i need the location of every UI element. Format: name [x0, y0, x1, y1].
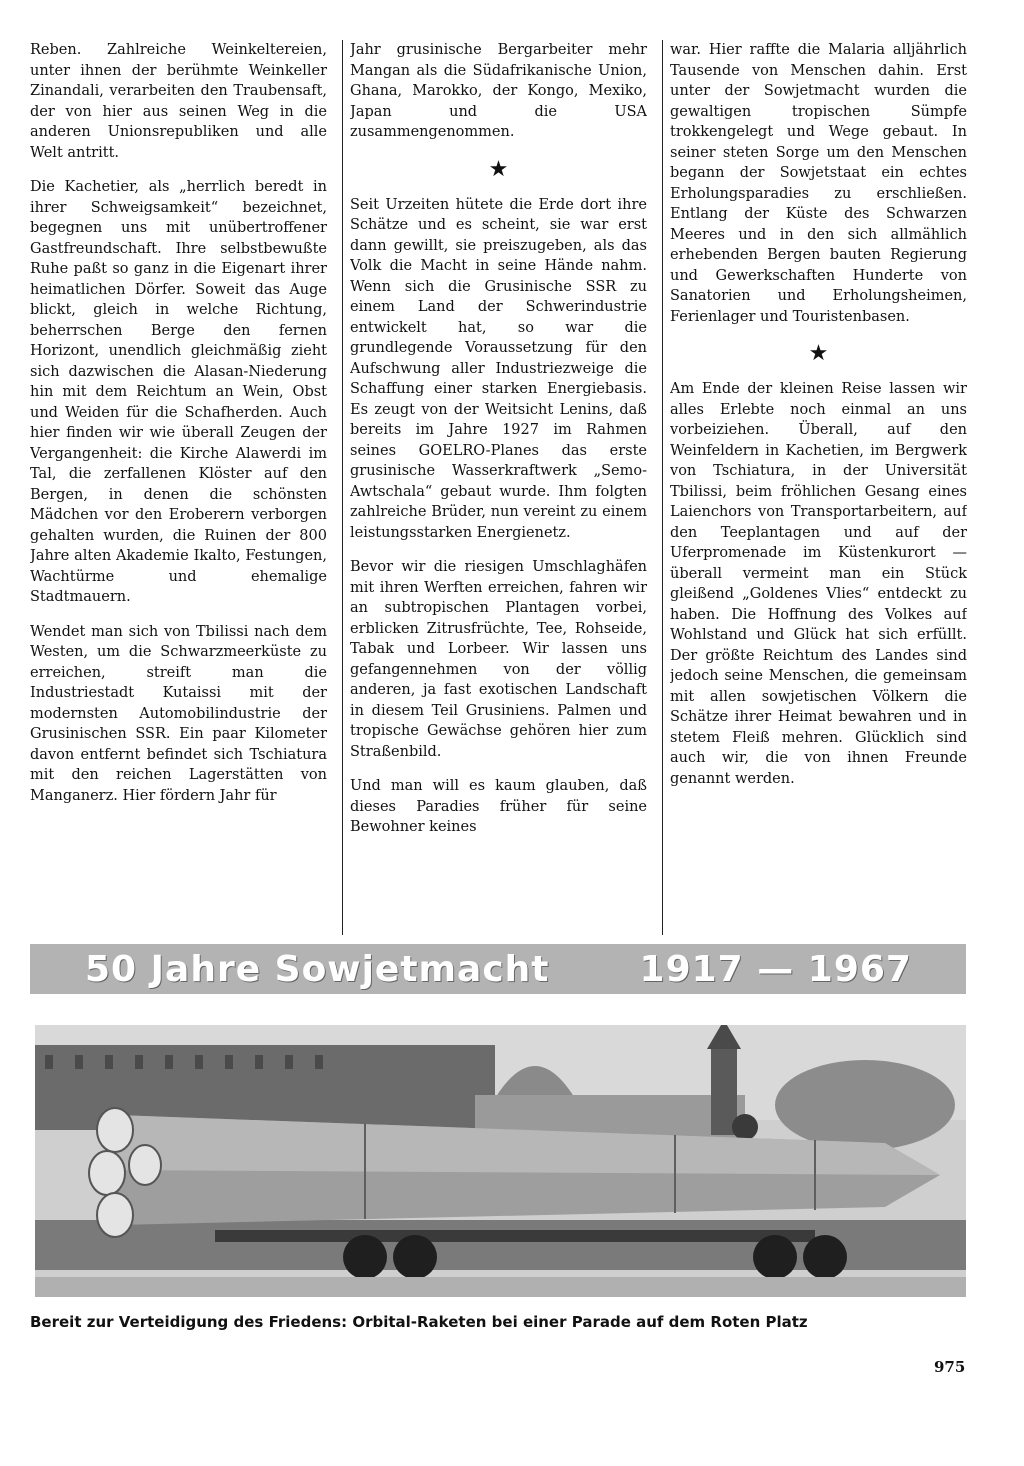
- paragraph: Jahr grusinische Bergarbeiter mehr Mangan als die Südafrikanische Union, Ghana, Marokko, der Kongo, Mexiko, Japan und die USA zusammengenommen.: [350, 42, 647, 140]
- paragraph: war. Hier raffte die Malaria alljährlich Tausende von Menschen dahin. Erst unter der Sowjetmacht wurden die gewaltigen tropischen Sümpfe trokkengelegt und Wege gebaut. In seiner steten Sorge um den Menschen begann der Sowjetstaat ein echtes Erholungsparadies zu erschließen. Entlang der Küste des Schwarzen Meeres und in den sich allmählich erhebenden Bergen bauten Regierung und Gewerkschaften Hunderte von Sanatorien und Erholungsheimen, Ferienlager und Touristenbasen.: [670, 42, 967, 325]
- article-column-2: [350, 40, 647, 935]
- parade-photo-illustration: [35, 1025, 966, 1297]
- paragraph: Die Kachetier, als „herrlich beredt in ihrer Schweigsamkeit“ bezeichnet, begegnen uns mit unübertroffener Gastfreundschaft. Ihre selbstbewußte Ruhe paßt so ganz in die Eigenart ihrer heimatlichen Dörfer. Soweit das Auge blickt, gleich in welche Richtung, beherrschen Berge den fernen Horizont, unendlich gleichmäßig zieht sich dazwischen die Alasan-Niederung hin mit dem Reichtum an Wein, Obst und Weiden für die Schafherden. Auch hier finden wir wie überall Zeugen der Vergangenheit: die Kirche Alawerdi im Tal, die zerfallenen Klöster auf den Bergen, in denen die schönsten Mädchen vor den Eroberern verborgen gehalten wurden, die Ruinen der 800 Jahre alten Akademie Ikalto, Festungen, Wachtürme und ehemalige Stadtmauern.: [30, 179, 327, 605]
- parade-photo: [35, 1025, 966, 1297]
- banner-years: 1917 — 1967: [639, 948, 912, 990]
- page-number: 975: [934, 1358, 966, 1376]
- star-separator-icon: ★: [488, 156, 509, 182]
- article-columns: [30, 40, 968, 935]
- paragraph: Seit Urzeiten hütete die Erde dort ihre Schätze und es scheint, sie war erst dann gewillt, sie preiszugeben, als das Volk die Macht in seine Hände nahm. Wenn sich die Grusinische SSR zu einem Land der Schwerindustrie entwickelt hat, so war die grundlegende Voraussetzung für den Aufschwung aller Industriezweige die Schaffung einer starken Energiebasis. Es zeugt von der Weitsicht Lenins, daß bereits im Jahre 1927 im Rahmen seines GOELRO-Planes das erste grusinische Wasserkraftwerk „Semo-Awtschala“ gebaut wurde. Ihm folgten zahlreiche Brüder, nun vereint zu einem leistungsstarken Energienetz.: [350, 196, 647, 541]
- anniversary-banner: [30, 944, 966, 994]
- photo-caption: Bereit zur Verteidigung des Friedens: Orbital-Raketen bei einer Parade auf dem Roten Platz: [30, 1313, 808, 1331]
- paragraph: Am Ende der kleinen Reise lassen wir alles Erlebte noch einmal an uns vorbeiziehen. Überall, auf den Weinfeldern in Kachetien, im Bergwerk von Tschiatura, in der Universität Tbilissi, beim fröhlichen Gesang eines Laienchors von Transportarbeitern, auf den Teeplantagen und auf der Uferpromenade im Küstenkurort — überall vermeint man ein Stück gleißend „Goldenes Vlies“ entdeckt zu haben. Die Hoffnung des Volkes auf Wohlstand und Glück hat sich erfüllt. Der größte Reichtum des Landes sind jedoch seine Menschen, die gemeinsam mit allen sowjetischen Völkern die Schätze ihrer Heimat bewahren und in stetem Fleiß mehren. Glücklich sind auch wir, die von ihnen Freunde genannt werden.: [670, 381, 967, 787]
- paragraph: Wendet man sich von Tbilissi nach dem Westen, um die Schwarzmeerküste zu erreichen, streift man die Industriestadt Kutaissi mit der modernsten Automobilindustrie der Grusinischen SSR. Ein paar Kilometer davon entfernt befindet sich Tschiatura mit den reichen Lagerstätten von Manganerz. Hier fördern Jahr für: [30, 623, 327, 804]
- star-separator-icon: ★: [808, 341, 829, 366]
- article-column-3: [670, 40, 967, 935]
- banner-title: 50 Jahre Sowjetmacht: [85, 948, 550, 990]
- paragraph: Reben. Zahlreiche Weinkeltereien, unter ihnen der berühmte Weinkeller Zinandali, verarbeiten den Traubensaft, der von hier aus seinen Weg in die anderen Unionsrepubliken und alle Welt antritt.: [30, 42, 327, 161]
- paragraph: Bevor wir die riesigen Umschlaghäfen mit ihren Werften erreichen, fahren wir an subtropischen Plantagen vorbei, erblicken Zitrusfrüchte, Tee, Rohseide, Tabak und Lorbeer. Wir lassen uns gefangennehmen von der völlig anderen, ja fast exotischen Landschaft in diesem Teil Grusiniens. Palmen und tropische Gewächse gehören hier zum Straßenbild.: [350, 559, 647, 760]
- article-column-1: [30, 40, 327, 935]
- paragraph: Und man will es kaum glauben, daß dieses Paradies früher für seine Bewohner keines: [350, 778, 647, 835]
